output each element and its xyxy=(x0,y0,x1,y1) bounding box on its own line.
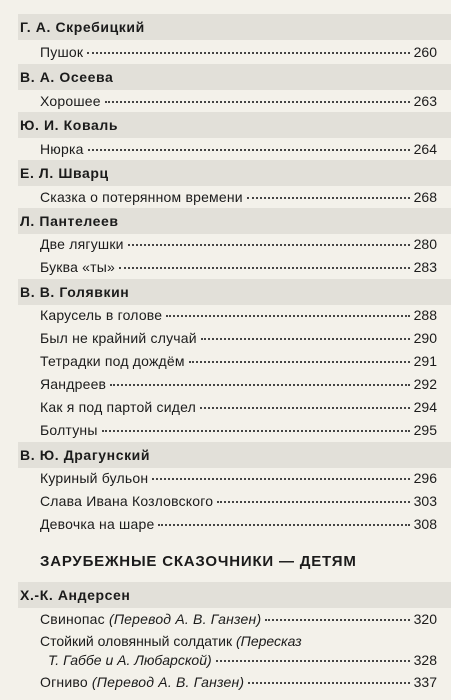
page-number: 280 xyxy=(413,236,437,252)
dot-leader xyxy=(247,197,410,199)
entry-title: Буква «ты» xyxy=(40,259,116,275)
page-number: 283 xyxy=(413,259,437,275)
dot-leader xyxy=(87,52,409,54)
page-number: 263 xyxy=(413,93,437,109)
dot-leader xyxy=(166,315,409,317)
dot-leader xyxy=(88,149,410,151)
entry-title: Свинопас (Перевод А. В. Ганзен) xyxy=(40,611,262,627)
entry-note: (Перевод А. В. Ганзен) xyxy=(108,611,262,627)
toc-entry xyxy=(40,421,437,439)
author-heading: В. Ю. Драгунский xyxy=(18,442,451,468)
author-heading: Х.-К. Андерсен xyxy=(18,582,451,608)
entry-title: Сказка о потерянном времени xyxy=(40,189,243,205)
toc-entry xyxy=(40,352,437,370)
toc-entry xyxy=(40,329,437,347)
section-heading: ЗАРУБЕЖНЫЕ СКАЗОЧНИКИ — ДЕТЯМ xyxy=(40,553,357,570)
entry-title: Девочка на шаре xyxy=(40,516,155,532)
entry-title: Стойкий оловянный солдатик (Пересказ xyxy=(40,633,302,649)
dot-leader xyxy=(189,361,410,363)
entry-note: (Пересказ xyxy=(236,633,302,649)
entry-title: Куриный бульон xyxy=(40,470,149,486)
page-number: 294 xyxy=(413,399,437,415)
dot-leader xyxy=(248,682,409,684)
entry-title: Огниво (Перевод А. В. Ганзен) xyxy=(40,674,245,690)
page-number: 303 xyxy=(413,493,437,509)
page-number: 337 xyxy=(413,674,437,690)
entry-title: Нюрка xyxy=(40,141,84,157)
entry-title: Тетрадки под дождём xyxy=(40,353,185,369)
entry-title: Пушок xyxy=(40,44,84,60)
entry-title: Был не крайний случай xyxy=(40,330,197,346)
toc-entry xyxy=(40,140,437,158)
entry-note-continued: Т. Габбе и А. Любарской) xyxy=(48,652,212,668)
dot-leader xyxy=(201,338,410,340)
toc-entry xyxy=(40,188,437,206)
page-number: 296 xyxy=(413,470,437,486)
entry-title: Хорошее xyxy=(40,93,101,109)
page-number: 290 xyxy=(413,330,437,346)
page-number: 295 xyxy=(413,422,437,438)
toc-entry xyxy=(40,43,437,61)
author-heading: Г. А. Скребицкий xyxy=(18,14,451,40)
entry-title: Две лягушки xyxy=(40,236,124,252)
toc-entry xyxy=(40,235,437,253)
author-heading: В. В. Голявкин xyxy=(18,279,451,305)
entry-title: Как я под партой сидел xyxy=(40,399,197,415)
toc-entry xyxy=(40,610,437,628)
toc-entry xyxy=(40,515,437,533)
toc-entry xyxy=(40,306,437,324)
page-number: 288 xyxy=(413,307,437,323)
dot-leader xyxy=(105,101,410,103)
dot-leader xyxy=(217,501,409,503)
dot-leader xyxy=(110,384,409,386)
dot-leader xyxy=(152,478,409,480)
page-number: 264 xyxy=(413,141,437,157)
dot-leader xyxy=(119,267,410,269)
toc-entry xyxy=(40,632,437,670)
author-heading: Л. Пантелеев xyxy=(18,208,451,234)
page-number: 328 xyxy=(413,652,437,668)
dot-leader xyxy=(102,430,410,432)
author-heading: Ю. И. Коваль xyxy=(18,112,451,138)
entry-note: (Перевод А. В. Ганзен) xyxy=(91,674,245,690)
toc-entry xyxy=(40,673,437,691)
entry-title: Карусель в голове xyxy=(40,307,163,323)
page-number: 320 xyxy=(413,611,437,627)
dot-leader xyxy=(216,660,410,662)
page-number: 291 xyxy=(413,353,437,369)
page-number: 268 xyxy=(413,189,437,205)
dot-leader xyxy=(158,524,409,526)
page-number: 308 xyxy=(413,516,437,532)
dot-leader xyxy=(128,244,410,246)
toc-entry xyxy=(40,92,437,110)
entry-title: Слава Ивана Козловского xyxy=(40,493,214,509)
toc-entry xyxy=(40,375,437,393)
dot-leader xyxy=(200,407,410,409)
author-heading: Е. Л. Шварц xyxy=(18,160,451,186)
toc-entry xyxy=(40,469,437,487)
page-number: 292 xyxy=(413,376,437,392)
dot-leader xyxy=(265,619,409,621)
author-heading: В. А. Осеева xyxy=(18,64,451,90)
toc-entry xyxy=(40,492,437,510)
toc-entry xyxy=(40,258,437,276)
page-number: 260 xyxy=(413,44,437,60)
toc-entry xyxy=(40,398,437,416)
entry-title: Болтуны xyxy=(40,422,98,438)
entry-title: Яандреев xyxy=(40,376,107,392)
